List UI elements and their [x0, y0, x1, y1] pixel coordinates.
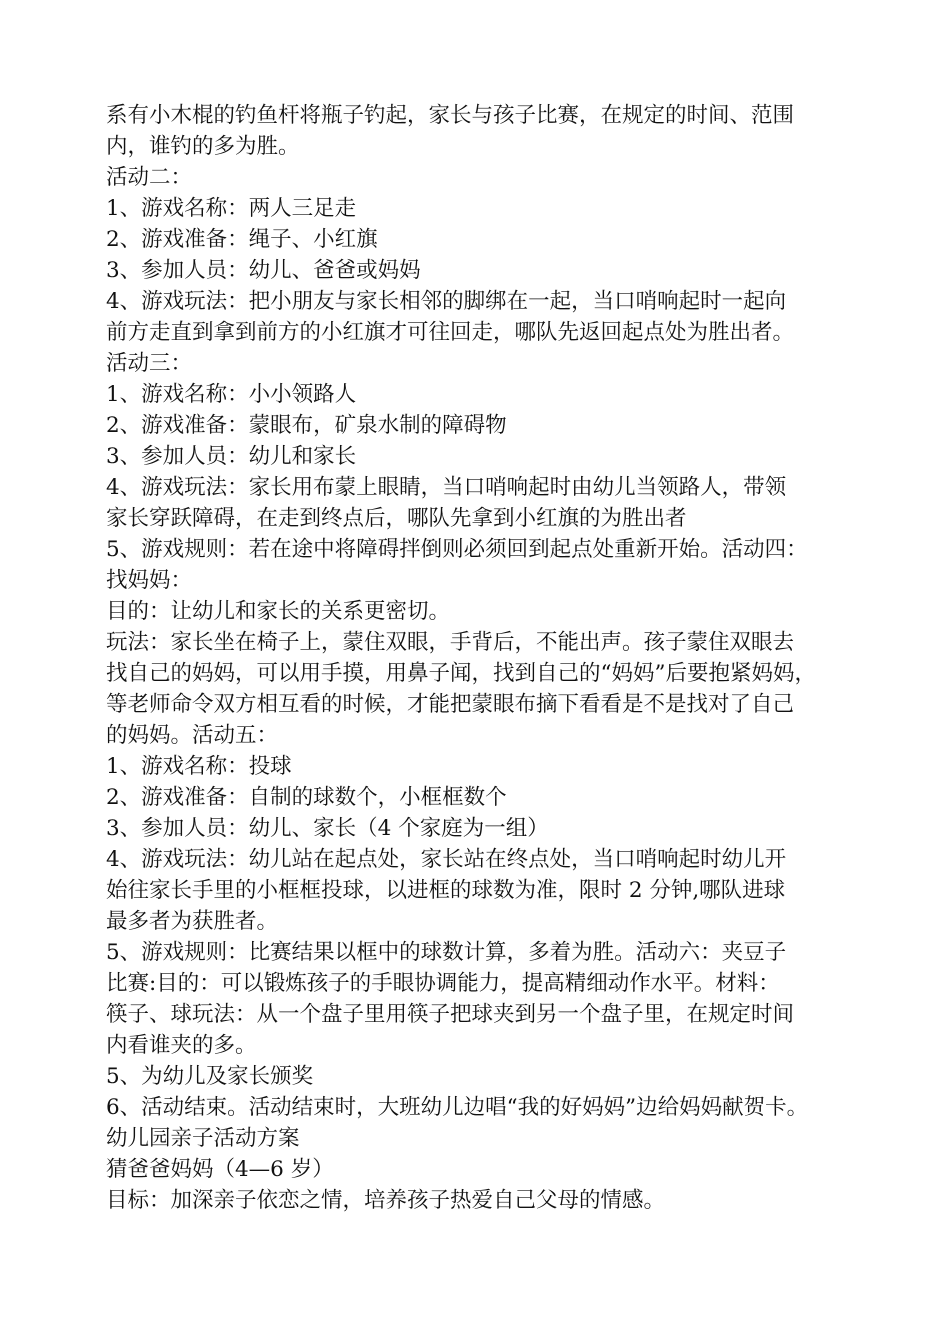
- text-line: 猜爸爸妈妈（4—6 岁）: [106, 1157, 334, 1182]
- text-line: 3、参加人员：幼儿、家长（4 个家庭为一组）: [106, 816, 549, 841]
- text-line: 1、游戏名称：小小领路人: [106, 382, 357, 407]
- section-heading: 活动三：: [106, 351, 193, 376]
- text-line: 最多者为获胜者。: [106, 909, 279, 934]
- text-line: 筷子、球玩法：从一个盘子里用筷子把球夹到另一个盘子里，在规定时间: [106, 1002, 795, 1027]
- text-line: 4、游戏玩法：把小朋友与家长相邻的脚绑在一起，当口哨响起时一起向: [106, 289, 787, 314]
- document-body: [106, 100, 866, 1216]
- text-line: 1、游戏名称：两人三足走: [106, 196, 357, 221]
- text-line: 5、游戏规则：若在途中将障碍拌倒则必须回到起点处重新开始。活动四：: [106, 537, 808, 562]
- section-heading: 活动二：: [106, 165, 193, 190]
- text-line: 家长穿跃障碍，在走到终点后，哪队先拿到小红旗的为胜出者: [106, 506, 687, 531]
- text-line: 玩法：家长坐在椅子上，蒙住双眼，手背后，不能出声。孩子蒙住双眼去: [106, 630, 795, 655]
- text-line: 2、游戏准备：蒙眼布，矿泉水制的障碍物: [106, 413, 507, 438]
- text-line: 4、游戏玩法：家长用布蒙上眼睛，当口哨响起时由幼儿当领路人，带领: [106, 475, 787, 500]
- text-line: 的妈妈。活动五：: [106, 723, 279, 748]
- text-line: 2、游戏准备：自制的球数个，小框框数个: [106, 785, 507, 810]
- text-line: 内，谁钓的多为胜。: [106, 134, 300, 159]
- text-line: 找自己的妈妈，可以用手摸，用鼻子闻，找到自己的“妈妈”后要抱紧妈妈，: [106, 661, 816, 686]
- text-line: 2、游戏准备：绳子、小红旗: [106, 227, 378, 252]
- text-line: 找妈妈：: [106, 568, 193, 593]
- text-line: 目标：加深亲子依恋之情，培养孩子热爱自己父母的情感。: [106, 1188, 666, 1213]
- document-title: 幼儿园亲子活动方案: [106, 1126, 300, 1151]
- text-line: 内看谁夹的多。: [106, 1033, 257, 1058]
- text-line: 比赛:目的：可以锻炼孩子的手眼协调能力，提高精细动作水平。材料：: [106, 971, 780, 996]
- text-line: 前方走直到拿到前方的小红旗才可往回走，哪队先返回起点处为胜出者。: [106, 320, 795, 345]
- text-line: 始往家长手里的小框框投球，以进框的球数为准，限时 2 分钟,哪队进球: [106, 878, 786, 903]
- text-line: 5、为幼儿及家长颁奖: [106, 1064, 314, 1089]
- text-line: 4、游戏玩法：幼儿站在起点处，家长站在终点处，当口哨响起时幼儿开: [106, 847, 787, 872]
- text-line: 6、活动结束。活动结束时，大班幼儿边唱“我的好妈妈”边给妈妈献贺卡。: [106, 1095, 809, 1120]
- text-line: 系有小木棍的钓鱼杆将瓶子钓起，家长与孩子比赛，在规定的时间、范围: [106, 103, 795, 128]
- text-line: 等老师命令双方相互看的时候，才能把蒙眼布摘下看看是不是找对了自己: [106, 692, 795, 717]
- text-line: 目的：让幼儿和家长的关系更密切。: [106, 599, 451, 624]
- text-line: 3、参加人员：幼儿和家长: [106, 444, 357, 469]
- text-line: 5、游戏规则：比赛结果以框中的球数计算，多着为胜。活动六：夹豆子: [106, 940, 787, 965]
- text-line: 1、游戏名称：投球: [106, 754, 292, 779]
- text-line: 3、参加人员：幼儿、爸爸或妈妈: [106, 258, 421, 283]
